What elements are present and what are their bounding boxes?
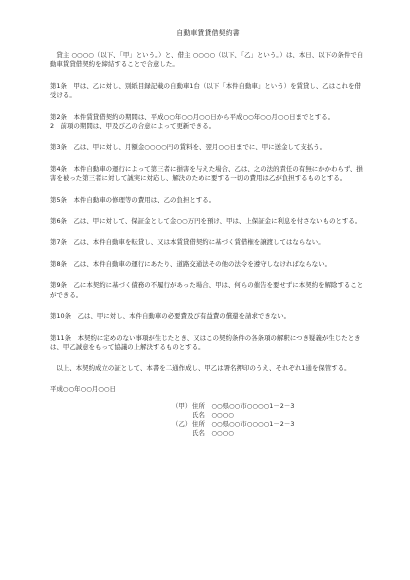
article-text: 本契約に定めのない事項が生じたとき、又はこの契約条件の各条項の解釈につき疑義が生じたときは、甲乙誠意をもって協議の上解決するものとする。 — [50, 333, 361, 351]
party-address: 住所 ○○県○○市○○○○1－2－3 — [192, 402, 295, 411]
article-number: 第2条 — [50, 112, 67, 121]
article-7-body — [50, 238, 366, 247]
closing-statement: 以上、本契約成立の証として、本書を二通作成し、甲乙は署名押印のうえ、それぞれ1通を保管する。 — [56, 364, 351, 373]
article-2-subclause: 2 前項の期間は、甲及び乙の合意によって更新できる。 — [50, 122, 216, 131]
article-text: 乙は、甲に対し、月額金○○○○円の賃料を、翌月○○日までに、甲に送金して支払う。 — [73, 143, 327, 152]
article-9 — [50, 281, 366, 300]
article-4-body — [50, 165, 366, 184]
article-text: 本件自動車の運行によって第三者に損害を与えた場合、乙は、之の法的責任の有無にかかわらず、損害を被った第三者に対して誠実に対応し、解決のために要する一切の費用は乙が負担するものとする。 — [50, 164, 363, 183]
article-text: 乙は、本件自動車を転貸し、又は本賃貸借契約に基づく賃借権を譲渡してはならない。 — [73, 238, 325, 247]
article-text: 乙は、甲に対し、本件自動車の必要費及び有益費の償還を請求できない。 — [77, 312, 291, 321]
article-5-body — [50, 196, 366, 205]
article-9-body — [50, 281, 366, 300]
intro-paragraph: 貸主 ○○○○（以下、「甲」という。）と、借主 ○○○○（以下、「乙」という。）は、本日、以下の条件で自動車賃貸借契約を締結することで合意した。 — [50, 51, 364, 69]
article-text: 乙に本契約に基づく債務の不履行があった場合、甲は、何らの催告を要せずに本契約を解除することができる。 — [50, 281, 364, 299]
document-title: 自動車賃貸借契約書 — [176, 29, 240, 37]
article-4 — [50, 165, 366, 184]
article-2-body — [50, 113, 366, 122]
article-3 — [50, 143, 366, 152]
party-address: 住所 ○○県○○市○○○○1－2－3 — [192, 420, 295, 429]
contract-date: 平成○○年○○月○○日 — [50, 384, 116, 393]
article-text: 乙は、本件自動車の運行にあたり、道路交通法その他の法令を遵守しなければならない。 — [73, 259, 332, 268]
article-number: 第9条 — [50, 281, 67, 290]
article-text: 本件自動車の修理等の費用は、乙の負担とする。 — [73, 195, 216, 204]
party-lessor-name: 氏名 ○○○○ — [192, 411, 234, 420]
article-1 — [50, 82, 366, 101]
article-1-body — [50, 82, 366, 101]
party-role: （乙） — [172, 420, 192, 429]
article-6 — [50, 217, 366, 226]
article-8-body — [50, 260, 366, 269]
article-number: 第1条 — [50, 81, 67, 90]
article-number: 第3条 — [50, 143, 67, 152]
article-10 — [50, 312, 366, 321]
article-text: 乙は、甲に対して、保証金として金○○万円を預け、甲は、上保証金に利息を付さないものとする。 — [73, 217, 362, 226]
party-role: （甲） — [172, 402, 192, 411]
article-10-body — [50, 312, 366, 321]
article-number: 第10条 — [50, 312, 72, 321]
article-8 — [50, 260, 366, 269]
article-number: 第5条 — [50, 195, 67, 204]
party-lessee-name: 氏名 ○○○○ — [192, 429, 234, 438]
article-number: 第8条 — [50, 259, 67, 268]
article-number: 第6条 — [50, 217, 67, 226]
article-text: 本件賃貸借契約の期間は、平成○○年○○月○○日から平成○○年○○月○○日までとする。 — [73, 112, 335, 121]
article-11 — [50, 334, 366, 353]
party-lessee-address-row — [172, 420, 366, 429]
article-6-body — [50, 217, 366, 226]
party-lessor-address-row — [172, 402, 366, 411]
article-number: 第7条 — [50, 238, 67, 247]
article-5 — [50, 196, 366, 205]
article-number: 第4条 — [50, 164, 67, 173]
article-text: 甲は、乙に対し、別紙目録記載の自動車1台（以下「本件自動車」という）を賃貸し、乙はこれを借受ける。 — [50, 81, 361, 100]
article-2 — [50, 113, 366, 132]
article-11-body — [50, 334, 366, 353]
article-7 — [50, 238, 366, 247]
signature-block — [172, 402, 366, 438]
article-3-body — [50, 143, 366, 152]
article-number: 第11条 — [50, 333, 72, 342]
